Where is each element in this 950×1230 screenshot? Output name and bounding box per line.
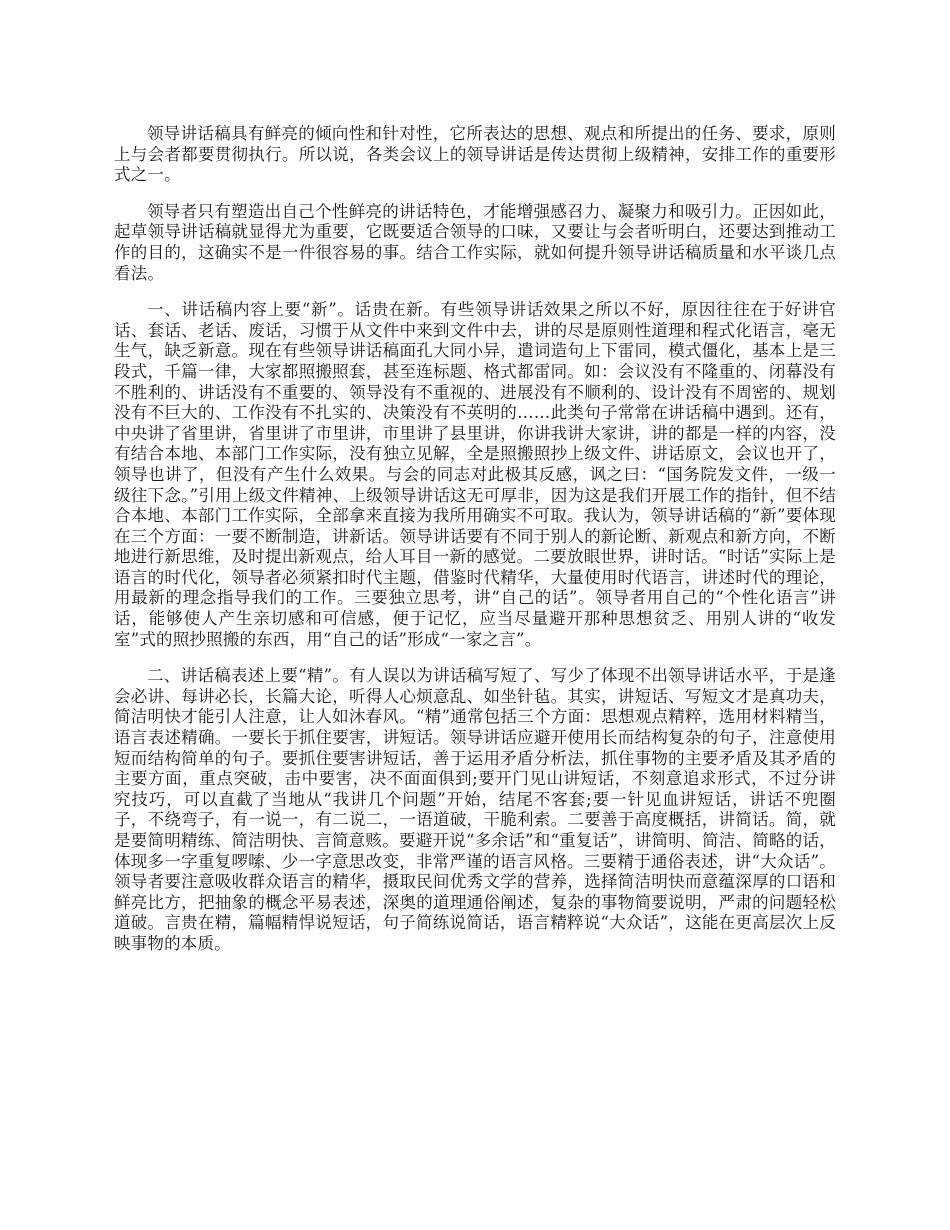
paragraph-intro: 领导讲话稿具有鲜亮的倾向性和针对性，它所表达的思想、观点和所提出的任务、要求，原则上与会者都要贯彻执行。所以说，各类会议上的领导讲话是传达贯彻上级精神，安排工作的重要形式之一。 <box>114 124 836 185</box>
paragraph-section-two: 二、讲话稿表述上要“精”。有人误以为讲话稿写短了、写少了体现不出领导讲话水平，于是逢会必讲、每讲必长，长篇大论，听得人心烦意乱、如坐针毡。其实，讲短话、写短文才是真功夫，简洁明快才能引人注意，让人如沐春风。“精”通常包括三个方面：思想观点精粹，选用材料精当，语言表述精确。一要长于抓住要害，讲短话。领导讲话应避开使用长而结构复杂的句子，注意使用短而结构简单的句子。要抓住要害讲短话，善于运用矛盾分析法，抓住事物的主要矛盾及其矛盾的主要方面，重点突破，击中要害，决不面面俱到;要开门见山讲短话，不刻意追求形式，不过分讲究技巧，可以直截了当地从“我讲几个问题”开始，结尾不客套;要一针见血讲短话，讲话不兜圈子，不绕弯子，有一说一，有二说二，一语道破，干脆利索。二要善于高度概括，讲简话。简，就是要简明精练、简洁明快、言简意赅。要避开说“多余话”和“重复话”，讲简明、简洁、简略的话，体现多一字重复啰嗦、少一字意思改变，非常严谨的语言风格。三要精于通俗表述，讲“大众话”。领导者要注意吸收群众语言的精华，摄取民间优秀文学的营养，选择简洁明快而意蕴深厚的口语和鲜亮比方，把抽象的概念平易表述，深奥的道理通俗阐述，复杂的事物简要说明，严肃的问题轻松道破。言贵在精，篇幅精悍说短话，句子简练说简话，语言精粹说“大众话”，这能在更高层次上反映事物的本质。 <box>114 666 836 953</box>
paragraph-section-one: 一、讲话稿内容上要“新”。话贵在新。有些领导讲话效果之所以不好，原因往往在于好讲官话、套话、老话、废话，习惯于从文件中来到文件中去，讲的尽是原则性道理和程式化语言，毫无生气，缺乏新意。现在有些领导讲话稿面孔大同小异，遣词造句上下雷同，模式僵化，基本上是三段式，千篇一律，大家都照搬照套，甚至连标题、格式都雷同。如：会议没有不隆重的、闭幕没有不胜利的、讲话没有不重要的、领导没有不重视的、进展没有不顺利的、设计没有不周密的、规划没有不巨大的、工作没有不扎实的、决策没有不英明的……此类句子常常在讲话稿中遇到。还有，中央讲了省里讲，省里讲了市里讲，市里讲了县里讲，你讲我讲大家讲，讲的都是一样的内容，没有结合本地、本部门工作实际，没有独立见解，全是照搬照抄上级文件、讲话原文，会议也开了，领导也讲了，但没有产生什么效果。与会的同志对此极其反感，讽之曰：“国务院发文件，一级一级往下念。”引用上级文件精神、上级领导讲话这无可厚非，因为这是我们开展工作的指针，但不结合本地、本部门工作实际，全部拿来直接为我所用确实不可取。我认为，领导讲话稿的“新”要体现在三个方面：一要不断制造，讲新话。领导讲话要有不同于别人的新论断、新观点和新方向，不断地进行新思维，及时提出新观点，给人耳目一新的感觉。二要放眼世界，讲时话。“时话”实际上是语言的时代化，领导者必须紧扣时代主题，借鉴时代精华，大量使用时代语言，讲述时代的理论，用最新的理念指导我们的工作。三要独立思考，讲“自己的话”。领导者用自己的“个性化语言”讲话，能够使人产生亲切感和可信感，便于记忆，应当尽量避开那种思想贫乏、用别人讲的“收发室”式的照抄照搬的东西，用“自己的话”形成“一家之言”。 <box>114 300 836 649</box>
paragraph-context: 领导者只有塑造出自己个性鲜亮的讲话特色，才能增强感召力、凝聚力和吸引力。正因如此，起草领导讲话稿就显得尤为重要，它既要适合领导的口味，又要让与会者听明白，还要达到推动工作的目的，这确实不是一件很容易的事。结合工作实际，就如何提升领导讲话稿质量和水平谈几点看法。 <box>114 201 836 283</box>
document-body <box>114 124 836 971</box>
